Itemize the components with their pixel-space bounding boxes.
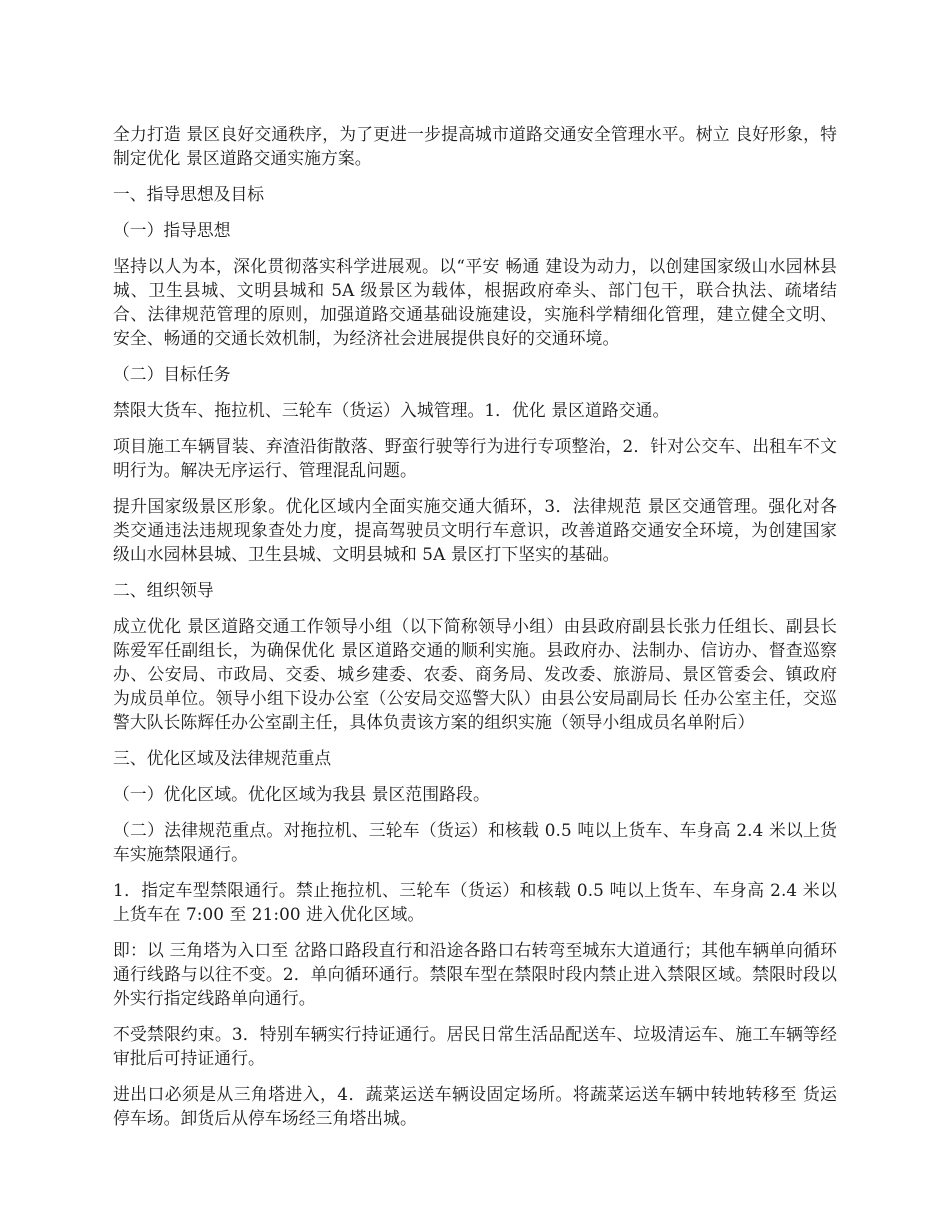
section-heading-organization: 二、组织领导 (113, 580, 214, 600)
restriction-paragraph-1: 1．指定车型禁限通行。禁止拖拉机、三轮车（货运）和核载 0.5 吨以上货车、车身高 2.4 米以上货车在 7:00 至 21:00 进入优化区域。 (113, 880, 837, 924)
document-body (113, 122, 837, 1142)
restriction-paragraph-4: 进出口必须是从三角塔进入，4．蔬菜运送车辆设固定场所。将蔬菜运送车辆中转地转移至 货运停车场。卸货后从停车场经三角塔出城。 (113, 1084, 837, 1128)
restriction-paragraph-2: 即：以 三角塔为入口至 岔路口路段直行和沿途各路口右转弯至城东大道通行；其他车辆单向循环通行线路与以往不变。2．单向循环通行。禁限车型在禁限时段内禁止进入禁限区域。禁限时段以外实行指定线路单向通行。 (113, 940, 837, 1008)
subsection-heading-target-tasks: （二）目标任务 (113, 364, 231, 384)
section-heading-area-and-key-points: 三、优化区域及法律规范重点 (113, 748, 332, 768)
organization-paragraph: 成立优化 景区道路交通工作领导小组（以下简称领导小组）由县政府副县长张力任组长、副县长陈爱军任副组长，为确保优化 景区道路交通的顺利实施。县政府办、法制办、信访办、督查巡察办、公安局、市政局、交委、城乡建委、农委、商务局、发改委、旅游局、景区管委会、镇政府为成员单位。领导小组下设办公室（公安局交巡警大队）由县公安局副局长 任办公室主任，交巡警大队长陈辉任办公室副主任，具体负责该方案的组织实施（领导小组成员名单附后） (113, 616, 837, 732)
target-task-paragraph-3: 提升国家级景区形象。优化区域内全面实施交通大循环，3．法律规范 景区交通管理。强化对各类交通违法违规现象查处力度，提高驾驶员文明行车意识，改善道路交通安全环境，为创建国家级山水园林县城、卫生县城、文明县城和 5A 景区打下坚实的基础。 (113, 496, 837, 564)
restriction-paragraph-3: 不受禁限约束。3．特别车辆实行持证通行。居民日常生活品配送车、垃圾清运车、施工车辆等经审批后可持证通行。 (113, 1024, 837, 1068)
guiding-thought-paragraph: 坚持以人为本，深化贯彻落实科学进展观。以“平安 畅通 建设为动力，以创建国家级山水园林县城、卫生县城、文明县城和 5A 级景区为载体，根据政府牵头、部门包干，联合执法、疏堵结合、法律规范管理的原则，加强道路交通基础设施建设，实施科学精细化管理，建立健全文明、安全、畅通的交通长效机制，为经济社会进展提供良好的交通环境。 (113, 256, 837, 348)
section-heading-guiding-thought-and-goals: 一、指导思想及目标 (113, 184, 265, 204)
target-task-paragraph-1: 禁限大货车、拖拉机、三轮车（货运）入城管理。1．优化 景区道路交通。 (113, 400, 670, 420)
key-points-paragraph: （二）法律规范重点。对拖拉机、三轮车（货运）和核载 0.5 吨以上货车、车身高 2.4 米以上货车实施禁限通行。 (113, 820, 837, 864)
subsection-heading-guiding-thought: （一）指导思想 (113, 220, 231, 240)
target-task-paragraph-2: 项目施工车辆冒装、弃渣沿街散落、野蛮行驶等行为进行专项整治，2．针对公交车、出租车不文明行为。解决无序运行、管理混乱问题。 (113, 436, 837, 480)
intro-paragraph: 全力打造 景区良好交通秩序，为了更进一步提高城市道路交通安全管理水平。树立 良好形象，特制定优化 景区道路交通实施方案。 (113, 124, 837, 168)
area-paragraph: （一）优化区域。优化区域为我县 景区范围路段。 (113, 784, 490, 804)
